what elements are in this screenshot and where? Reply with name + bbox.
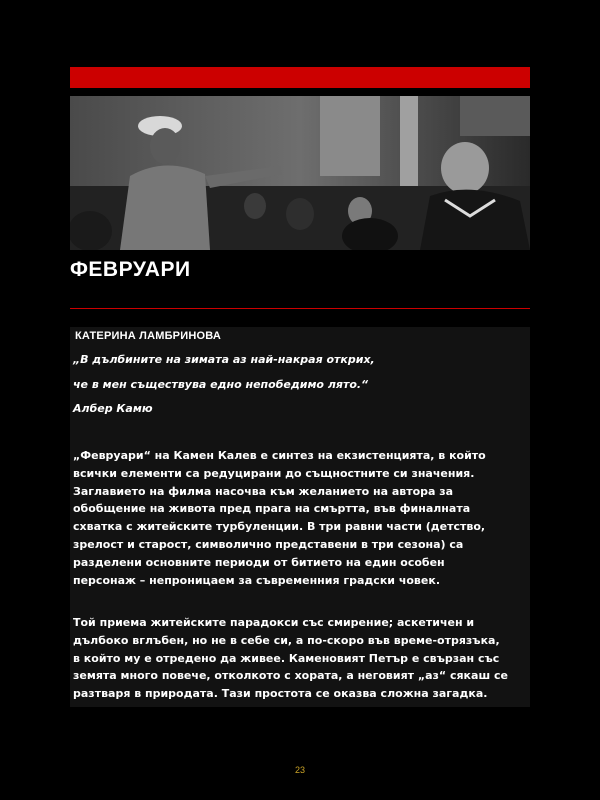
article-paragraph-1 — [73, 447, 531, 589]
author-name: КАТЕРИНА ЛАМБРИНОВА — [75, 330, 221, 342]
epigraph-line-2: че в мен съществува едно непобедимо лято.“ — [73, 378, 369, 391]
header-accent-bar — [70, 67, 530, 88]
film-still-photo — [70, 96, 530, 250]
paragraph-line: всички елементи са редуцирани до същностните си значения. — [73, 466, 475, 480]
paragraph-line: персонаж – непроницаем за съвременния градски човек. — [73, 573, 441, 587]
paragraph-line: разделени основните периоди от битието на един особен — [73, 555, 445, 569]
article-paragraph-2 — [73, 614, 531, 703]
paragraph-line: обобщение на живота пред прага на смъртта, във финалната — [73, 502, 471, 516]
title-divider — [70, 308, 530, 309]
page-title: ФЕВРУАРИ — [70, 258, 191, 281]
epigraph-attribution: Албер Камю — [73, 402, 153, 415]
paragraph-line: земята много повече, отколкото с хората, а неговият „аз“ сякаш се — [73, 669, 508, 683]
paragraph-line: „Февруари“ на Камен Калев е синтез на екзистенцията, в който — [73, 449, 486, 462]
paragraph-line: Заглавието на филма насочва към желанието на автора за — [73, 484, 454, 498]
paragraph-line: разтваря в природата. Тази простота се оказва сложна загадка. — [73, 687, 488, 701]
paragraph-line: дълбоко вглъбен, но не в себе си, а по-скоро във време-отрязъка, — [73, 633, 500, 647]
paragraph-line: зрелост и старост, символично представени в три сезона) са — [73, 537, 464, 551]
paragraph-line: схватка с житейските турбуленции. В три равни части (детство, — [73, 520, 486, 534]
page-number: 23 — [294, 765, 305, 775]
paragraph-line: в който му е отредено да живее. Каменовият Петър е свързан със — [73, 651, 500, 665]
epigraph-line-1: „В дълбините на зимата аз най-накрая открих, — [73, 353, 375, 366]
article-panel — [70, 327, 530, 707]
paragraph-line: Той приема житейските парадокси със смирение; аскетичен и — [73, 616, 475, 629]
